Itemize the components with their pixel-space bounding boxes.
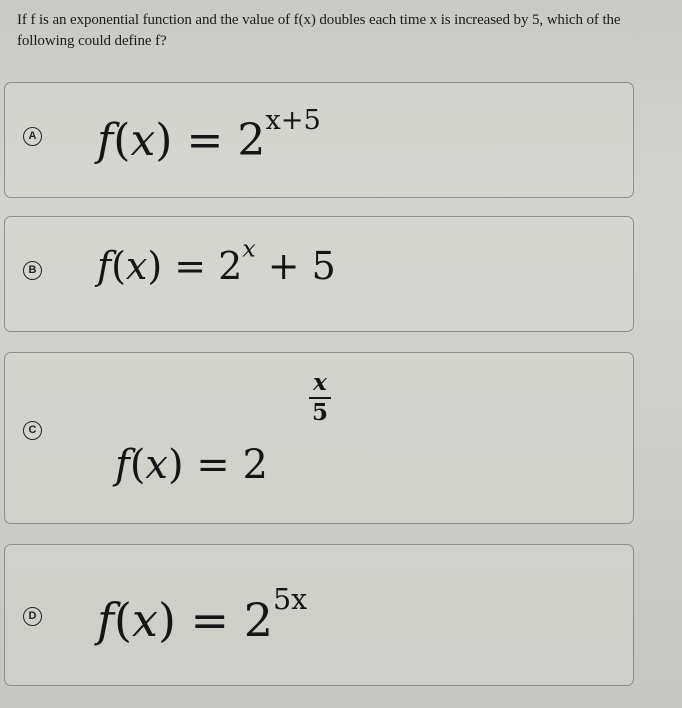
choice-d-base: 2 — [243, 593, 273, 647]
choice-c-formula — [115, 439, 268, 491]
choice-b-equals: = — [162, 244, 219, 288]
choice-c-variable: x — [145, 442, 168, 488]
choice-d-variable: x — [131, 593, 158, 647]
choice-d[interactable] — [4, 544, 634, 686]
choice-b-variable: x — [125, 244, 148, 288]
choice-b-open-paren: ( — [111, 244, 126, 288]
choice-c-letter-badge: C — [23, 421, 42, 440]
choice-d-equals: = — [175, 593, 244, 647]
choice-c-base: 2 — [242, 442, 268, 488]
choice-d-open-paren: ( — [114, 593, 132, 647]
choice-b-function-name: f — [97, 244, 112, 288]
choice-d-formula — [97, 582, 308, 649]
question-text: If f is an exponential function and the value of f(x) doubles each time x is increased by 5, which of the following could define f? — [17, 12, 621, 49]
choice-b-close-paren: ) — [147, 244, 163, 288]
choice-c-equals: = — [183, 442, 243, 488]
choice-a-letter-badge: A — [23, 127, 42, 146]
choice-a-open-paren: ( — [113, 115, 131, 166]
choice-a-variable: x — [130, 115, 156, 166]
choice-b-base: 2 — [218, 244, 243, 288]
choice-d-letter-badge: D — [23, 607, 42, 626]
choice-a-function-name: f — [97, 115, 114, 166]
choice-c-exponent-denominator: 5 — [311, 399, 328, 426]
choice-c[interactable] — [4, 352, 634, 524]
choice-c-open-paren: ( — [129, 442, 146, 488]
choice-a-base: 2 — [237, 115, 266, 166]
choice-d-close-paren: ) — [157, 593, 176, 647]
choice-b-exponent: x — [242, 234, 256, 263]
choice-b-formula — [97, 234, 336, 291]
choice-b-plus-five: + 5 — [255, 244, 336, 288]
choice-a-exponent: x+5 — [265, 105, 321, 137]
choice-a-equals: = — [172, 115, 238, 166]
choice-c-function-name: f — [115, 442, 130, 488]
choice-b[interactable] — [4, 216, 634, 332]
choice-c-exponent-numerator: x — [313, 369, 327, 396]
choice-b-letter-badge: B — [23, 261, 42, 280]
choice-a[interactable] — [4, 82, 634, 198]
choice-c-fraction-exponent — [309, 371, 331, 425]
choice-a-close-paren: ) — [155, 115, 173, 166]
choice-c-close-paren: ) — [167, 442, 184, 488]
choice-d-function-name: f — [97, 593, 115, 647]
choice-a-formula — [97, 105, 321, 169]
choice-d-exponent: 5x — [272, 582, 308, 616]
